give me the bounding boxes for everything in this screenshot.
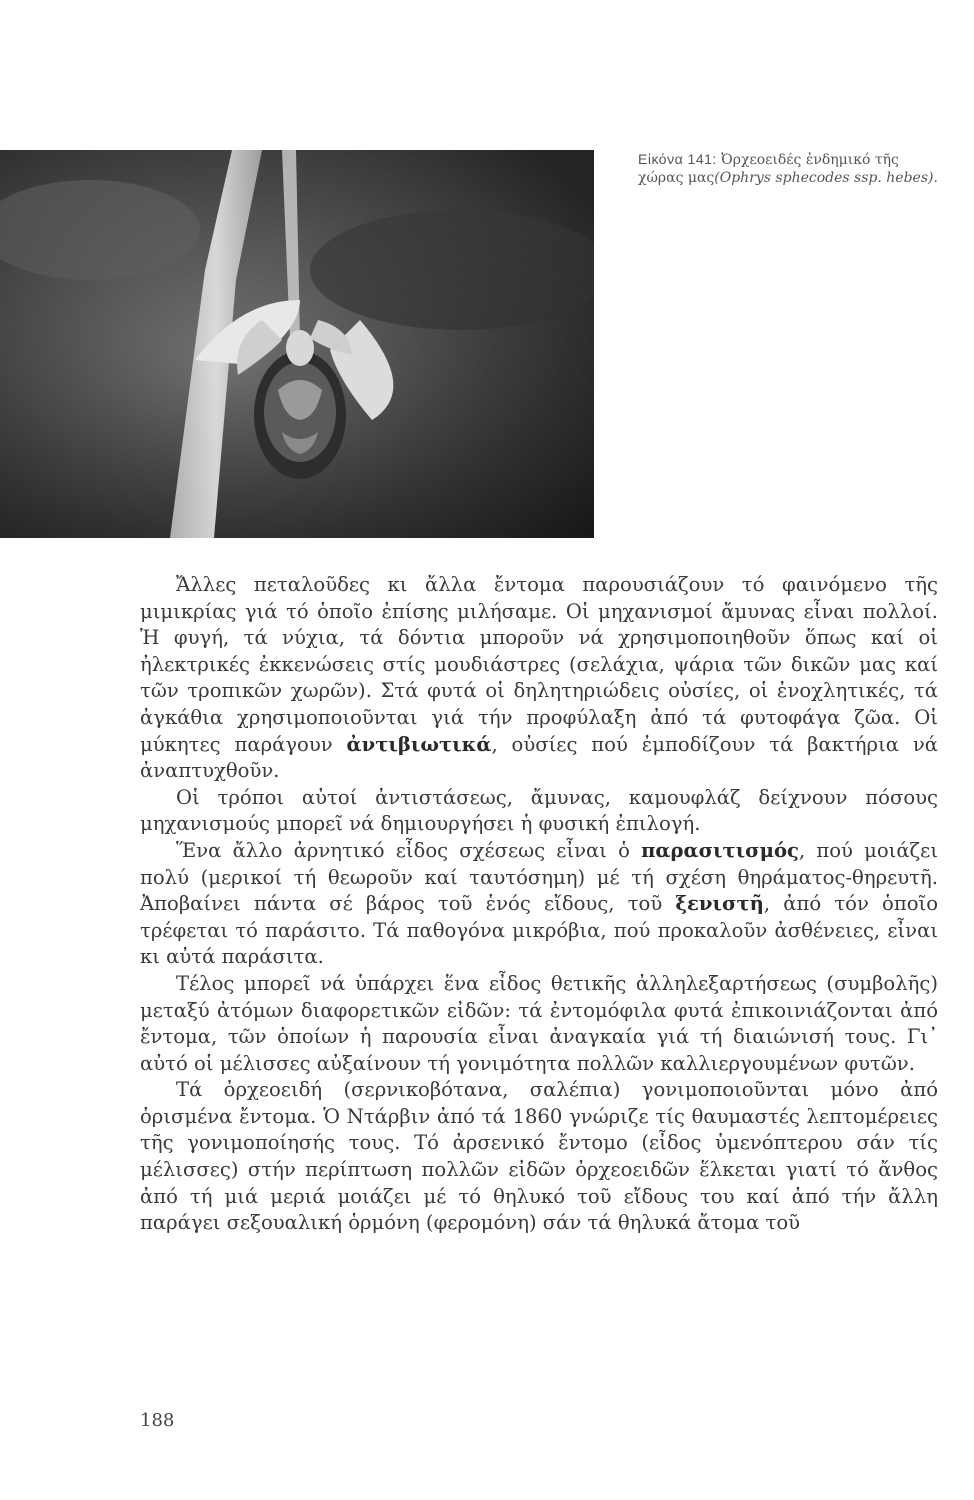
orchid-photo [0,150,594,538]
text-run: Ἄλλες πεταλοῦδες κι ἄλλα ἔντομα παρουσιάζουν τό φαινόμενο τῆς μιμικρίας γιά τό ὁποῖο ἐπίσης μιλήσαμε. Οἱ μηχανισμοί ἄμυνας εἶναι πολλοί. Ἡ φυγή, τά νύχια, τά δόντια μποροῦν νά χρησιμοποιηθοῦν ὅπως καί οἱ ἠλεκτρικές ἐκκενώσεις στίς μουδιάστρες (σελάχια, ψάρια τῶν δικῶν μας καί τῶν τροπικῶν χωρῶν). Στά φυτά οἱ δηλητηριώδεις οὐσίες, οἱ ἐνοχλητικές, τά ἀγκάθια χρησιμοποιοῦνται γιά τήν προφύλαξη ἀπό τά φυτοφάγα ζῶα. Οἱ μύκητες παράγουν [140,573,938,756]
page-number: 188 [140,1410,175,1431]
text-run: Τά ὀρχεοειδή (σερνικοβότανα, σαλέπια) γονιμοποιοῦνται μόνο ἀπό ὁρισμένα ἔντομα. Ὁ Ντάρβιν ἀπό τά 1860 γνώριζε τίς θαυμαστές λεπτομέρειες τῆς γονιμοποίησής τους. Τό ἀρσενικό ἔντομο (εἶδος ὑμενόπτερου σάν τίς μέλισσες) στήν περίπτωση πολλῶν εἰδῶν ὀρχεοειδῶν ἕλκεται γιατί τό ἄνθος ἀπό τή μιά μεριά μοιάζει μέ τό θηλυκό τοῦ εἴδους του καί ἀπό τήν ἄλλη παράγει σεξουαλική ὁρμόνη (φερομόνη) σάν τά θηλυκά ἄτομα τοῦ [140,1078,938,1235]
text-run: Οἱ τρόποι αὐτοί ἀντιστάσεως, ἄμυνας, καμουφλάζ δείχνουν πόσους μηχανισμούς μπορεῖ νά δημιουργήσει ἡ φυσική ἐπιλογή. [140,785,938,836]
text-run: Τέλος μπορεῖ νά ὑπάρχει ἕνα εἶδος θετικῆς ἀλληλεξαρτήσεως (συμβολῆς) μεταξύ ἀτόμων διαφορετικῶν εἰδῶν: τά ἐντομόφιλα φυτά ἐπικοινιάζονται ἀπό ἔντομα, τῶν ὁποίων ἡ παρουσία εἶναι ἀναγκαία γιά τή διαιώνισή τους. Γι᾽ αὐτό οἱ μέλισσες αὐξαίνουν τή γονιμότητα πολλῶν καλλιεργουμένων φυτῶν. [140,971,938,1075]
paragraph [140,785,938,838]
text-run: , οὐσίες πού ἐμποδίζουν τά βακτήρια νά ἀναπτυχθοῦν. [140,732,938,783]
text-run: , πού μοιάζει πολύ (μερικοί τή θεωροῦν καί ταυτόσημη) μέ τή σχέση θηράματος-θηρευτῆ. Ἀποβαίνει πάντα σέ βάρος τοῦ ἑνός εἴδους, τοῦ [140,838,939,916]
paragraph [140,1077,938,1237]
term-parasitism: παρασιτισμός [641,838,799,862]
text-run: Ἕνα ἄλλο ἀρνητικό εἶδος σχέσεως εἶναι ὁ [176,838,642,862]
paragraph [140,572,938,785]
paragraph [140,838,938,971]
text-run: , ἀπό τόν ὁποῖο τρέφεται τό παράσιτο. Τά παθογόνα μικρόβια, πού προκαλοῦν ἀσθένειες, εἶναι κι αὐτά παράσιτα. [140,892,938,969]
orchid-photo-drawing [0,150,594,538]
term-host: ξενιστῆ [675,892,764,916]
figure-caption-latin: (Ophrys sphecodes ssp. hebes). [714,170,938,186]
paragraph [140,971,938,1077]
figure-caption-text: Ὀρχεοειδές ἐνδημικό τῆς χώρας μας [638,152,899,186]
term-antibiotics: ἀντιβιωτικά [346,732,492,756]
body-text [140,572,938,1237]
figure-caption [638,150,938,187]
figure-label: Εἰκόνα 141: [638,151,717,167]
